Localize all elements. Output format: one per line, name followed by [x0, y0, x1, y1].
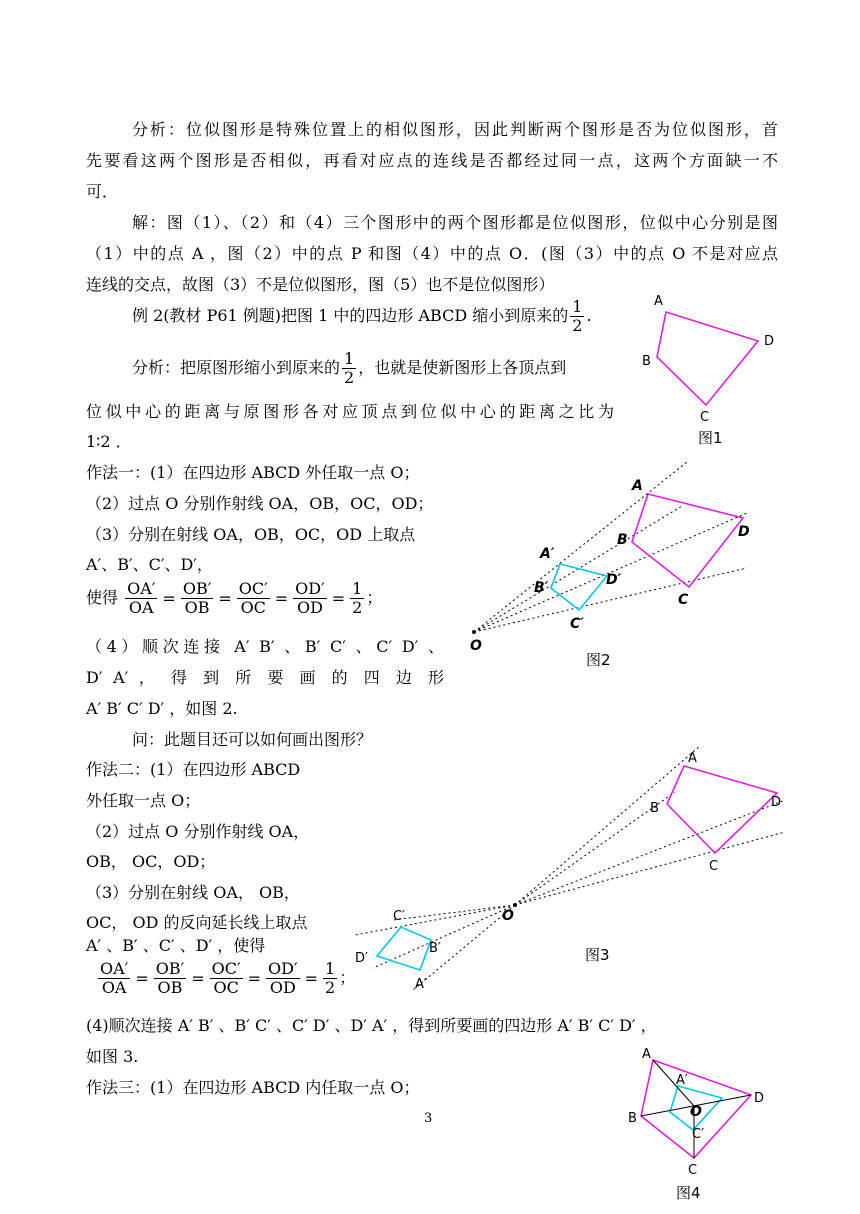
question-line: 问：此题目还可以如何画出图形？: [132, 730, 373, 749]
analysis2-line3: 1∶2 ．: [86, 432, 132, 451]
label-c-prime: C′: [692, 1127, 705, 1142]
label-a: A: [642, 1047, 651, 1062]
label-d: D: [738, 524, 750, 540]
label-o: O: [502, 908, 514, 924]
method2-step4-end: 如图 3.: [86, 1047, 139, 1066]
label-a-prime: A′: [415, 977, 427, 992]
method2-step4: (4)顺次连接 A′ B′ 、B′ C′ 、C′ D′ 、D′ A′ ，得到所要画的四边形 A′ B′ C′ D′ ，: [86, 1016, 657, 1035]
method2-step2: （2）过点 O 分别作射线 OA，: [86, 822, 310, 841]
para1-line2: 先要看这两个图形是否相似，再看对应点的连线是否都经过同一点，这两个方面缺一不: [86, 151, 778, 170]
method1-step1: 作法一：(1）在四边形 ABCD 外任取一点 O；: [86, 463, 420, 482]
label-o: O: [470, 638, 482, 654]
fraction: $\frac{1}{2}$: [325, 959, 336, 997]
label-c-prime: C′: [570, 616, 584, 632]
figure-2-caption: 图2: [586, 651, 611, 669]
label-b: B: [617, 532, 628, 548]
figure-4-caption: 图4: [676, 1184, 701, 1202]
figure-3: [345, 740, 790, 995]
para2-line3: 连线的交点，故图（3）不是位似图形，图（5）也不是位似图形）: [86, 275, 555, 294]
page-number: 3: [424, 1111, 433, 1126]
label-a-prime: A′: [676, 1073, 688, 1088]
fraction: $\frac{OC'}{OC}$: [238, 579, 268, 617]
example2-text: 例 2(教材 P61 例题)把图 1 中的四边形 ABCD 缩小到原来的: [132, 306, 569, 325]
method2-step1: 作法二：(1）在四边形 ABCD: [86, 760, 301, 779]
label-b: B: [642, 354, 651, 369]
method1-step4-cont: D′ A′ ， 得 到 所 要 画 的 四 边 形: [86, 668, 444, 687]
method1-step3: （3）分别在射线 OA，OB，OC，OD 上取点: [86, 525, 416, 544]
fraction: $\frac{OD'}{OD}$: [295, 579, 325, 617]
label-b-prime: B′: [534, 580, 549, 596]
center-o: [472, 630, 476, 634]
label-d: D: [754, 1091, 765, 1106]
method2-step3-points: A′ 、B′ 、C′ 、D′ ，使得: [86, 936, 266, 955]
figure-4: [622, 1040, 772, 1210]
method2-step2-cont: OB， OC，OD；: [86, 852, 216, 871]
fraction: $\frac{OB'}{OB}$: [155, 959, 185, 997]
para2-line1: 解：图（1）、（2）和（4）三个图形中的两个图形都是位似图形，位似中心分别是图: [132, 213, 778, 232]
method2-ratio-equation: $\frac{OA'}{OA}$ = $\frac{OB'}{OB}$ = $\frac{OC'}{OC}$ = $\frac{OD'}{OD}$ = $\frac{1}{2}$ ；: [100, 959, 356, 997]
method2-step3-cont: OC， OD 的反向延长线上取点: [86, 913, 308, 932]
fraction: $\frac{OA'}{OA}$: [100, 959, 129, 997]
label-o: O: [690, 1104, 702, 1120]
method1-step3-points: A′、B′、C′、D′，: [86, 555, 213, 574]
label-c-prime: C′: [393, 909, 406, 924]
label-a: A: [688, 751, 697, 766]
label-c: C: [688, 1163, 698, 1178]
quad-abcd: [632, 494, 743, 587]
method1-step4: （4）顺次连接 A′ B′ 、B′ C′ 、C′ D′ 、: [86, 637, 444, 656]
label-d: D: [771, 795, 782, 810]
label-d-prime: D′: [606, 572, 622, 588]
fraction: $\frac{1}{2}$: [352, 579, 363, 617]
figure-3-caption: 图3: [585, 946, 610, 964]
fraction: $\frac{OC'}{OC}$: [211, 959, 241, 997]
label-d-prime: D′: [355, 951, 368, 966]
quad-abcd: [657, 312, 758, 405]
label-c: C: [700, 410, 710, 425]
label-c: C: [709, 859, 719, 874]
para1-line1: 分析：位似图形是特殊位置上的相似图形，因此判断两个图形是否为位似图形，首: [132, 120, 778, 139]
fraction: $\frac{OD'}{OD}$: [268, 959, 298, 997]
label-b: B: [650, 801, 659, 816]
label-a: A: [632, 478, 643, 494]
label-b-prime: B′: [429, 941, 441, 956]
fraction: $\frac{OA'}{OA}$: [127, 579, 156, 617]
fraction-half: $\frac{1}{2}$: [572, 297, 583, 335]
quad-image: [377, 927, 431, 970]
example2-statement: 例 2(教材 P61 例题)把图 1 中的四边形 ABCD 缩小到原来的 $\frac{1}{2}$ .: [132, 297, 592, 335]
para1-line3: 可．: [86, 182, 119, 201]
fraction-half: $\frac{1}{2}$: [344, 349, 355, 387]
figure-1-caption: 图1: [698, 429, 723, 447]
method1-step2: （2）过点 O 分别作射线 OA，OB，OC，OD；: [86, 494, 434, 513]
analysis2-line2: 位似中心的距离与原图形各对应顶点到位似中心的距离之比为: [86, 402, 614, 421]
method3-step1: 作法三：(1）在四边形 ABCD 内任取一点 O；: [86, 1078, 420, 1097]
method2-step3: （3）分别在射线 OA， OB，: [86, 883, 300, 902]
fraction: $\frac{OB'}{OB}$: [182, 579, 212, 617]
method2-step1-cont: 外任取一点 O；: [86, 791, 201, 810]
analysis2-line1: 分析：把原图形缩小到原来的 $\frac{1}{2}$ ，也就是使新图形上各顶点到: [132, 349, 567, 387]
method1-step4-end: A′ B′ C′ D′ ，如图 2.: [86, 699, 238, 718]
label-c: C: [678, 592, 689, 608]
center-o: [513, 903, 517, 907]
label-a-prime: A′: [540, 546, 555, 562]
label-a: A: [654, 294, 663, 309]
label-d: D: [764, 334, 775, 349]
figure-2: [462, 458, 762, 673]
quad-image: [551, 564, 607, 610]
label-b: B: [628, 1111, 637, 1126]
method1-ratio-equation: 使得 $\frac{OA'}{OA}$ = $\frac{OB'}{OB}$ = $\frac{OC'}{OC}$ = $\frac{OD'}{OD}$ = $\frac{1}{2}$ ；: [86, 579, 383, 617]
para2-line2: （1）中的点 A ，图（2）中的点 P 和图（4）中的点 O．(图（3）中的点 O 不是对应点: [86, 244, 778, 263]
figure-1: [630, 285, 790, 450]
